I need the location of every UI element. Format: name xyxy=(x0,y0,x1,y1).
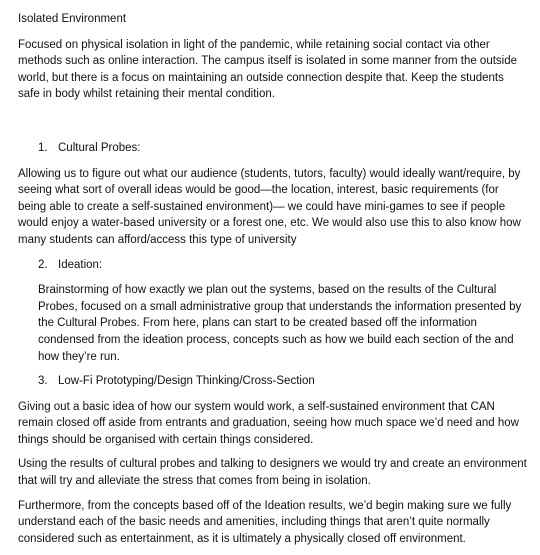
section-heading-prototyping xyxy=(38,373,528,390)
intro-paragraph: Focused on physical isolation in light of the pandemic, while retaining social contact via other methods such as online interaction. The campus itself is isolated in some manner from the outside world, but there is a focus on maintaining an outside connection despite that. Keep the students safe in body whilst retaining their mental condition. xyxy=(18,38,518,101)
section-heading-label: Ideation: xyxy=(58,258,103,271)
section-number: 3. xyxy=(38,375,48,388)
section-number: 2. xyxy=(38,258,48,271)
section-heading-label: Low-Fi Prototyping/Design Thinking/Cross-Section xyxy=(58,375,315,388)
ideation-paragraph: Brainstorming of how exactly we plan out the systems, based on the results of the Cultural Probes, focused on a small administrative group that understands the information presented by the Cultural Probes. From here, plans can start to be created based off the information condensed from the ideation process, concepts such as how we build each section of the and how they’re run. xyxy=(38,284,522,363)
document-page xyxy=(18,11,528,555)
prototyping-paragraph-2: Using the results of cultural probes and talking to designers we would try and create an environment that will try and alleviate the stress that comes from being in isolation. xyxy=(18,458,527,488)
section-heading-label: Cultural Probes: xyxy=(58,141,141,154)
section-heading-ideation xyxy=(38,257,528,274)
prototyping-paragraph-1: Giving out a basic idea of how our system would work, a self-sustained environment that CAN remain closed off aside from entrants and graduation, seeing how much space we’d need and how things should be organised with certain things considered. xyxy=(18,400,519,446)
prototyping-paragraph-3: Furthermore, from the concepts based off of the Ideation results, we’d begin making sure we fully understand each of the basic needs and amenities, including things that aren’t quite normally considered such as entertainment, as it is ultimately a physically closed off environment. xyxy=(18,499,512,545)
section-number: 1. xyxy=(38,141,48,154)
document-title: Isolated Environment xyxy=(18,13,127,25)
section-heading-cultural-probes xyxy=(38,140,528,157)
cultural-probes-paragraph: Allowing us to figure out what our audience (students, tutors, faculty) would ideally want/require, by seeing what sort of overall ideas would be good—the location, interest, basic requirements (for being able to create a self-sustained environment)— we could have mini-games to see if people would enjoy a water-based university or a forest one, etc. We would also use this to also know how many students can afford/access this type of university xyxy=(18,167,521,246)
